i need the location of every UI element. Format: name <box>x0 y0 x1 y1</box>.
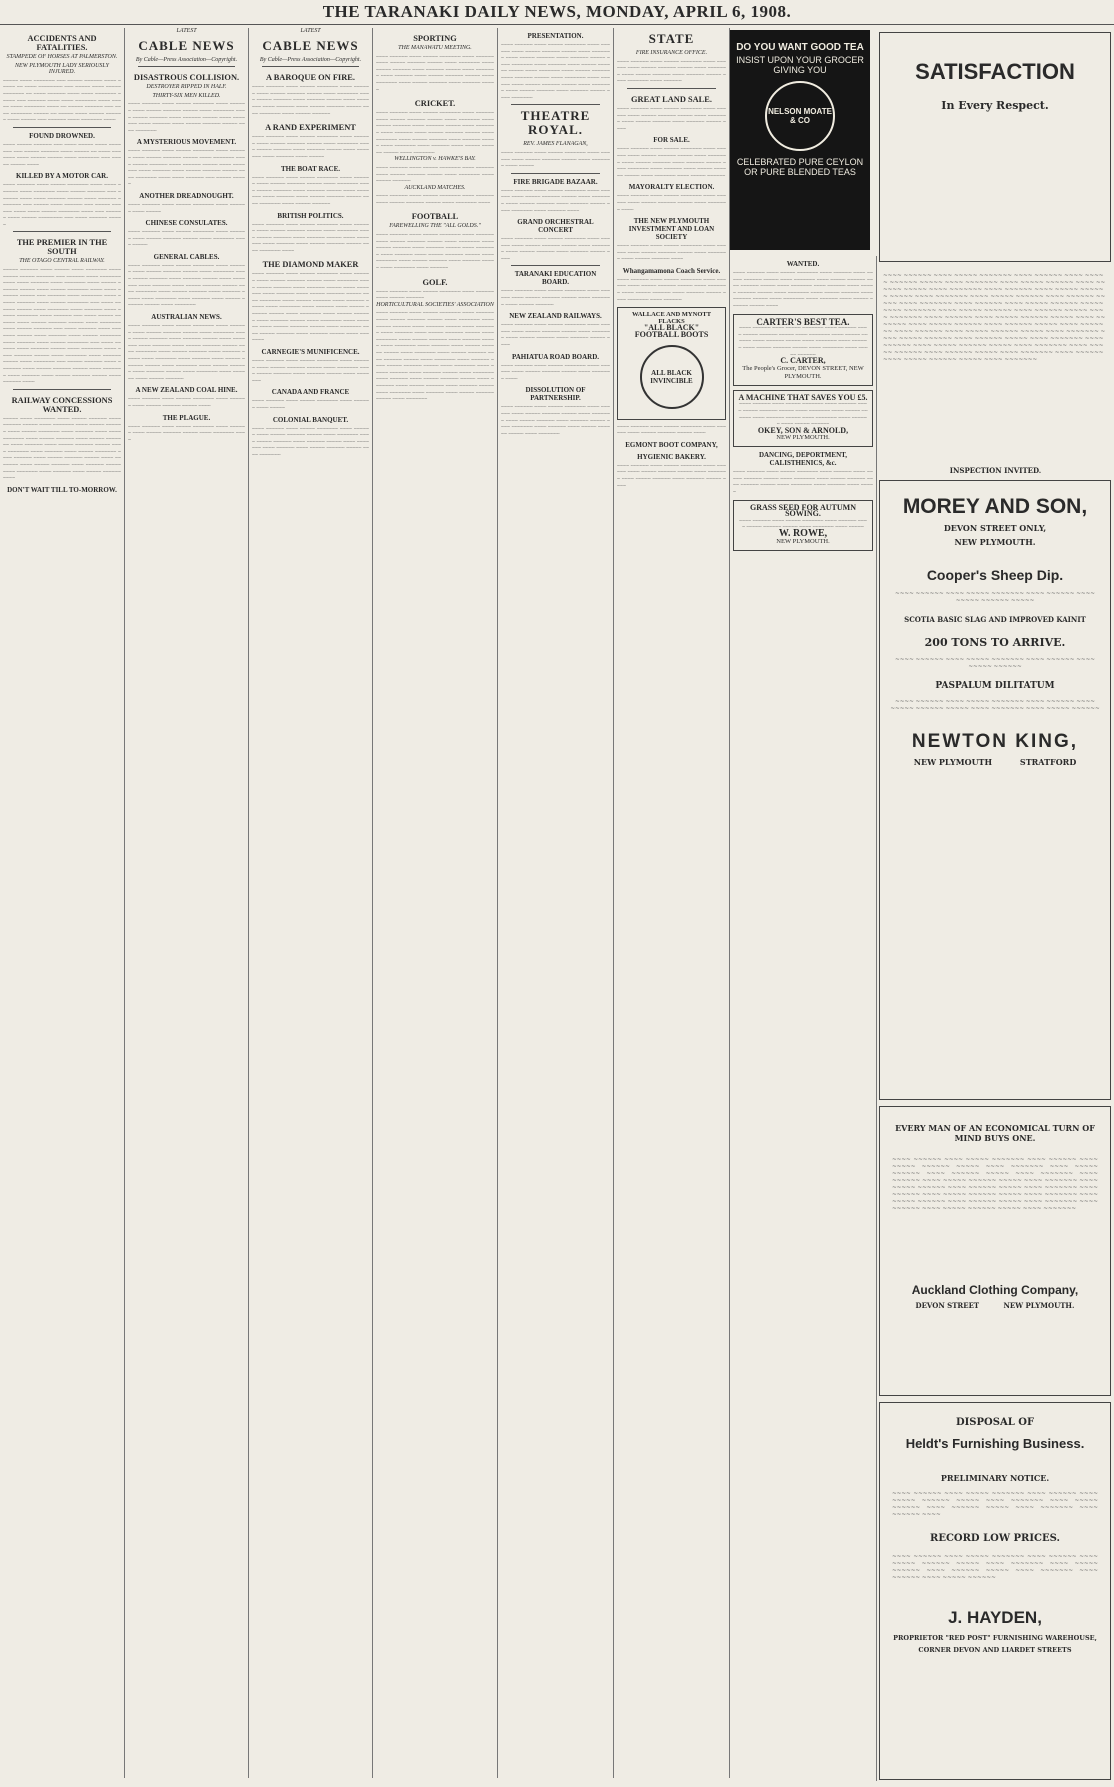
article-body: ~~~~ ~~~~~~ ~~~~ ~~~~~ ~~~~~~~ ~~~~ ~~~~~~ ~~~~ ~~~~~ ~~~~~~ ~~~~~ ~~~~ ~~~~~~~ ~~~~ ~~~~~ ~~~~~~ ~~~~ ~~~~~~ ~~~~~ ~~~~ ~~~~~~~ ~~~~ ~~~~~~ ~~~~ ~~~~~ ~~~~~~ ~~~~~ ~~~~ ~~~~~~~ ~~~~ ~~~~~ ~~~~~~ ~~~~ ~~~~~~ ~~~~~ <box>376 53 494 93</box>
article-body: ~~~~ ~~~~~~ ~~~~ ~~~~~ ~~~~~~~ ~~~~ ~~~~~~ ~~~~ ~~~~~ ~~~~~~ ~~~~~ ~~~~ ~~~~~~~ ~~~~ ~~~~~ ~~~~~~ ~~~~ ~~~~~~ ~~~~~ ~~~~ ~~~~~~~ ~~~~ ~~~~~~ ~~~~ ~~~~~ ~~~~~~ ~~~~~ ~~~~ ~~~~~~~ ~~~~ ~~~~~ ~~~~~~ ~~~~ ~~~~~~ ~~~~~ ~~~~ ~~~~~~~ ~~~~ ~~~~~~ ~~~~ ~~~~~ ~~~~~~ ~~~~~ ~~~~ <box>733 270 873 309</box>
heading-nz-railways: NEW ZEALAND RAILWAYS. <box>509 312 602 321</box>
grass-seed-ad <box>733 500 873 551</box>
credit-line: By Cable—Press Association—Copyright. <box>135 56 238 63</box>
article-body: ~~~~ ~~~~~~ ~~~~ ~~~~~ ~~~~~~~ ~~~~ ~~~~~~ ~~~~ ~~~~~ ~~~~~~ ~~~~~ <box>895 591 1095 604</box>
heading-football: FOOTBALL <box>411 212 459 222</box>
heading-theatre-royal: THEATRE ROYAL. <box>520 108 591 138</box>
masthead: THE TARANAKI DAILY NEWS, MONDAY, APRIL 6, 1908. <box>0 0 1114 25</box>
ad-disposal-of: DISPOSAL OF <box>955 1417 1035 1428</box>
article-body: ~~~~ ~~~~~~ ~~~~ ~~~~~ ~~~~~~~ ~~~~ ~~~~~~ ~~~~ ~~~~~ ~~~~~~ ~~~~~ ~~~~ ~~~~~~~ ~~~~ ~~~~~ ~~~~~~ ~~~~ ~~~~~~ ~~~~~ ~~~~ ~~~~~~~ ~~~~ ~~~~~~ ~~~~ ~~~~~ ~~~~~~ ~~~~~ ~~~~ ~~~~~~~ ~~~~ ~~~~~ ~~~~~~ <box>617 146 726 179</box>
ad-morey-town: NEW PLYMOUTH. <box>954 537 1036 547</box>
article-body: ~~~~ ~~~~~~ ~~~~ ~~~~~ ~~~~~~~ ~~~~ ~~~~~~ ~~~~ ~~~~~ ~~~~~~ ~~~~~ ~~~~ ~~~~~~~ ~~~~ ~~~~~ ~~~~~~ ~~~~ ~~~~~~ ~~~~~ ~~~~ ~~~~~~~ ~~~~ ~~~~~~ ~~~~ ~~~~~ <box>252 134 369 160</box>
article-body: ~~~~ ~~~~~~ ~~~~ ~~~~~ ~~~~~~~ ~~~~ ~~~~~~ ~~~~ ~~~~~ ~~~~~~ ~~~~~ ~~~~ ~~~~~~~ ~~~~ <box>501 362 610 382</box>
heldt-disposal-ad <box>879 1402 1111 1780</box>
heading-road-board: PAHIATUA ROAD BOARD. <box>511 352 600 361</box>
subheading-horticultural: HORTICULTURAL SOCIETIES' ASSOCIATION <box>376 301 494 308</box>
article-body: ~~~~ ~~~~~~ ~~~~ ~~~~~ ~~~~~~~ ~~~~ ~~~~~~ ~~~~ ~~~~~ ~~~~~~ ~~~~~ ~~~~ ~~~~~~~ ~~~~ ~~~~~ ~~~~~~ ~~~~ ~~~~~~ ~~~~~ ~~~~ ~~~~~~~ ~~~~ ~~~~~~ ~~~~ ~~~~~ ~~~~~~ ~~~~~ ~~~~ ~~~~~~~ ~~~~ ~~~~~ ~~~~~~ <box>252 84 369 117</box>
article-body: ~~~~ ~~~~~~ ~~~~ ~~~~~ ~~~~~~~ ~~~~ ~~~~~~ ~~~~ ~~~~~ ~~~~~~ ~~~~~ ~~~~ ~~~~~~~ ~~~~ ~~~~~ ~~~~~~ ~~~~ ~~~~~~ ~~~~~ ~~~~ ~~~~~~~ ~~~~ ~~~~~~ <box>617 276 726 303</box>
ad-hayden-address: CORNER DEVON AND LIARDET STREETS <box>918 1646 1072 1654</box>
ad-okey-town: NEW PLYMOUTH. <box>776 434 830 442</box>
heading-general-cables: GENERAL CABLES. <box>153 252 220 261</box>
heading-colonial-banquet: COLONIAL BANQUET. <box>272 415 349 424</box>
article-body: ~~~~ ~~~~~~ ~~~~ ~~~~~ ~~~~~~~ ~~~~ ~~~~~~ ~~~~ ~~~~~ ~~~~~~ ~~~~~ ~~~~ ~~~~~~~ ~~~~ <box>376 193 494 206</box>
heading-australian-news: AUSTRALIAN NEWS. <box>151 313 222 322</box>
subheading-thirty-six: THIRTY-SIX MEN KILLED. <box>152 92 221 99</box>
subheading-flanagan: REV. JAMES FLANAGAN, <box>523 141 588 148</box>
heading-accidents: ACCIDENTS AND FATALITIES. <box>27 34 97 52</box>
subheading-manawatu: THE MANAWATU MEETING. <box>398 45 472 51</box>
heading-wanted: WANTED. <box>786 260 820 268</box>
article-body: ~~~~ ~~~~~~ ~~~~ ~~~~~ ~~~~~~~ ~~~~ ~~~~~~ ~~~~ ~~~~~ ~~~~~~ ~~~~~ ~~~~ ~~~~~~~ ~~~~ ~~~~~ ~~~~~~ ~~~~ ~~~~~~ ~~~~~ ~~~~ <box>501 322 610 349</box>
ad-okey-son-arnold: OKEY, SON & ARNOLD, <box>757 425 849 435</box>
article-body: ~~~~ ~~~~~~ ~~~~ ~~~~~ ~~~~~~~ ~~~~ ~~~~~~ ~~~~ ~~~~~ ~~~~~~ ~~~~~ ~~~~ ~~~~~~~ ~~~~ ~~~~~ ~~~~~~ ~~~~ ~~~~~~ ~~~~~ ~~~~ ~~~~~~~ ~~~~ ~~~~~~ ~~~~ ~~~~~ ~~~~~~ ~~~~~ ~~~~ ~~~~~~~ ~~~~ ~~~~~ ~~~~~~ ~~~~ ~~~~~~ ~~~~~ ~~~~ ~~~~~~~ ~~~~ ~~~~~~ ~~~~ ~~~~~ ~~~~~~ ~~~~~ ~~~~ ~~~~~~~ ~~~~ ~~~~~ ~~~~~~ ~~~~ ~~~~~~ ~~~~~ ~~~~ ~~~~~~~ ~~~~ ~~~~~~ ~~~~ ~~~~~ ~~~~~~ ~~~~~ ~~~~ ~~~~~~~ ~~~~ ~~~~~ ~~~~~~ ~~~~ ~~~~~~ ~~~~~ ~~~~ ~~~~~~~ ~~~~ ~~~~~~ ~~~~ ~~~~~ ~~~~~~ ~~~~~ ~~~~ ~~~~~~~ ~~~~ ~~~~~ ~~~~~~ ~~~~ ~~~~~~ ~~~~~ ~~~~ ~~~~~~~ ~~~~ ~~~~~~ ~~~~ ~~~~~ ~~~~~~ ~~~~~ ~~~~ ~~~~~~~ <box>376 310 494 403</box>
heading-canada-france: CANADA AND FRANCE <box>271 388 350 397</box>
article-body: ~~~~ ~~~~~~ ~~~~ ~~~~~ ~~~~~~~ ~~~~ ~~~~~~ ~~~~ ~~~~~ ~~~~~~ ~~~~~ ~~~~ ~~~~~~~ ~~~~ ~~~~~ ~~~~~~ ~~~~ ~~~~~~ ~~~~~ ~~~~ ~~~~~~~ ~~~~ ~~~~~~ ~~~~ <box>892 1491 1098 1518</box>
article-body: ~~~~ ~~~~~~ ~~~~ ~~~~~ ~~~~~~~ ~~~~ ~~~~~~ ~~~~ ~~~~~ ~~~~~~ ~~~~~ ~~~~ ~~~~~~~ ~~~~ <box>128 423 245 443</box>
ad-grass-seed: GRASS SEED FOR AUTUMN SOWING. <box>749 502 856 519</box>
heading-for-sale: FOR SALE. <box>653 136 690 145</box>
article-body: ~~~~ ~~~~~~ ~~~~ ~~~~~ ~~~~~~~ ~~~~ ~~~~~~ ~~~~ ~~~~~ ~~~~~~ ~~~~~ ~~~~ ~~~~~~~ ~~~~ ~~~~~ ~~~~~~ ~~~~ ~~~~~~ ~~~~~ ~~~~ ~~~~~~~ ~~~~ ~~~~~~ ~~~~ ~~~~~ ~~~~~~ ~~~~~ ~~~~ ~~~~~~~ ~~~~ ~~~~~ ~~~~~~ <box>252 174 369 207</box>
title-cable-news: CABLE NEWS <box>138 37 235 53</box>
subheading-all-golds: FAREWELLING THE "ALL GOLDS." <box>389 223 481 230</box>
carter-tea-ad <box>733 314 873 386</box>
article-body: ~~~~~ ~~~~ ~~~~~~~ ~~~ ~~~~~ ~~~~~~ ~~~~ ~~~~~ ~~ ~~~~ ~~~~~~~~ ~~~ ~~~~~ ~~~~ ~~~~~ ~~~~~~~ ~~ ~~~~ ~~~~~~ ~~~~ ~~~~ ~~~~~~~ ~~~~~ ~~~ ~~~~~~ ~~~~ ~~~~ ~~~~~~~ ~~~~ ~~~~~ ~~~~ ~~~~~~~ ~~~~ ~~ ~~~~~ ~~~~~~ ~~~ ~~~~ ~~~~~~~ ~~~~~ ~~ ~~~~~ ~~~~ ~~~~~ ~~~~~~ ~~~~ ~~~~~ ~~~ ~~~~~~ ~~~~ ~~~~~~~ ~~~~ <box>3 77 121 124</box>
ad-paspalum: PASPALUM DILITATUM <box>935 681 1055 691</box>
heading-presentation: PRESENTATION. <box>527 32 584 40</box>
subheading-auckland-matches: AUCKLAND MATCHES. <box>404 184 466 191</box>
column-advertisements-1 <box>614 28 730 1778</box>
article-body: ~~~~ ~~~~~~ ~~~~ ~~~~~ ~~~~~~~ ~~~~ ~~~~~~ ~~~~ ~~~~~ ~~~~~~ ~~~~~ ~~~~ ~~~~~~~ ~~~~ ~~~~~ ~~~~~~ ~~~~ ~~~~~~ ~~~~~ ~~~~ ~~~~~~~ ~~~~ ~~~~~~ ~~~~ ~~~~~ ~~~~~~ ~~~~~ ~~~~ ~~~~~~~ ~~~~ ~~~~~ ~~~~~~ ~~~~ ~~~~~~ ~~~~~ ~~~~ ~~~~~~~ ~~~~ ~~~~~~ <box>376 232 494 272</box>
heading-state: STATE <box>648 31 695 46</box>
article-body: ~~~~ ~~~~~~ ~~~~ ~~~~~ ~~~~~~~ ~~~~ ~~~~~~ ~~~~ ~~~~~ ~~~~~~ ~~~~~ ~~~~ <box>128 396 245 409</box>
heading-great-land-sale: GREAT LAND SALE. <box>631 94 712 104</box>
ad-newton-king: NEWTON KING, <box>911 731 1079 752</box>
article-body: ~~~~ ~~~~~~ ~~~~ ~~~~~ ~~~~~~~ ~~~~ ~~~~~~ ~~~~ ~~~~~ ~~~~~~ ~~~~~ ~~~~ ~~~~~~~ ~~~~ ~~~~~ ~~~~~~ ~~~~ ~~~~~~ ~~~~~ ~~~~ ~~~~~~~ ~~~~ ~~~~~~ ~~~~ ~~~~~ ~~~~~~ <box>738 401 868 428</box>
ad-in-every-respect: In Every Respect. <box>941 99 1049 112</box>
heading-killed-by-motor-car: KILLED BY A MOTOR CAR. <box>16 172 108 181</box>
heading-dont-wait: DON'T WAIT TILL TO-MORROW. <box>7 485 117 494</box>
heading-hygienic-bakery: HYGIENIC BAKERY. <box>637 452 706 461</box>
article-body: ~~~~ ~~~~~~ ~~~~ ~~~~~ ~~~~~~~ ~~~~ ~~~~~~ ~~~~ ~~~~~ ~~~~~~ ~~~~~ ~~~~ ~~~~~~~ ~~~~ ~~~~~ <box>128 229 245 249</box>
article-body: ~~~~ ~~~~~~ ~~~~ ~~~~~ ~~~~~~~ ~~~~ ~~~~~~ ~~~~ ~~~~~ ~~~~~~ ~~~~~ ~~~~ ~~~~~~~ ~~~~ ~~~~~ ~~~~~~ ~~~~ ~~~~~~ ~~~~~ ~~~~ ~~~~~~~ ~~~~ ~~~~~~ ~~~~ ~~~~~ ~~~~~~ ~~~~~ ~~~~ ~~~~~~~ ~~~~ ~~~~~ ~~~~~~ ~~~~ ~~~~~~ ~~~~~ ~~~~ ~~~~~~~ ~~~~ ~~~~~~ ~~~~ ~~~~~ ~~~~~~ ~~~~~ ~~~~ ~~~~~~~ <box>128 262 245 309</box>
heading-sporting: SPORTING <box>413 34 457 43</box>
column-cable-news-1 <box>125 28 249 1778</box>
heading-carnegie: CARNEGIE'S MUNIFICENCE. <box>261 348 360 356</box>
ad-auckland-clothing: Auckland Clothing Company, <box>911 1283 1079 1297</box>
tea-tagline: DO YOU WANT GOOD TEA <box>736 42 864 53</box>
heading-education-board: TARANAKI EDUCATION BOARD. <box>514 270 597 287</box>
article-body: ~~~~ ~~~~~~ ~~~~ ~~~~~ ~~~~~~~ ~~~~ ~~~~~~ ~~~~ ~~~~~ ~~~~~~ ~~~~~ ~~~~ ~~~~~~~ ~~~~ ~~~~~ ~~~~~~ ~~~~ ~~~~~~ ~~~~~ ~~~~ ~~~~~~~ <box>252 358 369 384</box>
article-body: ~~~~ ~~~~~~ ~~~~ ~~~~~ ~~~~~~~ ~~~~ ~~~~~~ ~~~~ ~~~~~ ~~~~~~ ~~~~~ ~~~~ ~~~~~~~ ~~~~ ~~~~~ ~~~~~~ ~~~~ ~~~~~~ ~~~~~ ~~~~ ~~~~~~~ ~~~~ ~~~~~~ ~~~~ ~~~~~ ~~~~~~ ~~~~~ ~~~~ ~~~~~~~ <box>252 425 369 458</box>
ad-satisfaction: SATISFACTION <box>915 59 1075 84</box>
ad-scotia-slag: SCOTIA BASIC SLAG AND IMPROVED KAINIT <box>904 615 1086 624</box>
ad-machine-saves: A MACHINE THAT SAVES YOU £5. <box>738 392 868 402</box>
column-cable-news-2 <box>249 28 373 1778</box>
right-advertisement-column <box>877 28 1114 1783</box>
ad-heldts-furnishing: Heldt's Furnishing Business. <box>905 1436 1085 1451</box>
subheading-wellington-hawkes-bay: WELLINGTON v. HAWKE'S BAY. <box>394 156 476 163</box>
ad-morey-and-son: MOREY AND SON, <box>902 495 1088 518</box>
article-body: ~~~~ ~~~~~~ ~~~~ ~~~~~ ~~~~~~~ ~~~~ ~~~~~~ ~~~~ ~~~~~ <box>252 398 369 411</box>
article-body: ~~~~ ~~~~~~ ~~~~ ~~~~~ ~~~~~~~ ~~~~ ~~~~~~ ~~~~ ~~~~~ ~~~~~~ ~~~~~ ~~~~ ~~~~~~~ ~~~~ ~~~~~ ~~~~~~ ~~~~ ~~~~~~ ~~~~~ ~~~~ <box>501 236 610 262</box>
subheading-destroyer: DESTROYER RIPPED IN HALF. <box>146 84 227 91</box>
heading-investment-society: THE NEW PLYMOUTH INVESTMENT AND LOAN SOCIETY <box>628 217 715 242</box>
tea-varieties: CELEBRATED PURE CEYLON OR PURE BLENDED TEAS <box>736 157 864 177</box>
tea-brand-seal-icon: NELSON MOATE & CO <box>765 81 835 151</box>
article-body: ~~~~ ~~~~~~ ~~~~ ~~~~~ ~~~~~~~ ~~~~ ~~~~~~ ~~~~ ~~~~~ ~~~~~~ ~~~~~ ~~~~ ~~~~~~~ ~~~~ ~~~~~ ~~~~~~ ~~~~ ~~~~~~ ~~~~~ ~~~~ ~~~~~~~ ~~~~ ~~~~~~ <box>617 58 726 85</box>
tea-advertisement <box>730 30 870 250</box>
heading-railway-concessions: RAILWAY CONCESSIONS WANTED. <box>11 395 113 414</box>
kicker-latest: LATEST <box>176 28 197 34</box>
column-sporting <box>373 28 498 1778</box>
article-body: ~~~~ ~~~~~~ ~~~~ ~~~~~ ~~~~~~~ ~~~~ ~~~~~~ ~~~~ ~~~~~ ~~~~~~ ~~~~~ ~~~~ ~~~~~~~ ~~~~ ~~~~~ <box>501 149 610 170</box>
ad-j-hayden: J. HAYDEN, <box>948 1608 1042 1627</box>
article-body: ~~~~ ~~~~~~ ~~~~ ~~~~~ ~~~~~~~ ~~~~ ~~~~~~ ~~~~ ~~~~~ ~~~~~~ ~~~~~ ~~~~ ~~~~~~~ ~~~~ ~~~~~ ~~~~~~ ~~~~ ~~~~~~ ~~~~~ ~~~~ ~~~~~~~ ~~~~ ~~~~~~ ~~~~ ~~~~~ ~~~~~~ ~~~~~ ~~~~ ~~~~~~~ <box>501 404 610 437</box>
article-body: ~~~~ ~~~~~~ ~~~~ ~~~~~ ~~~~~~~ ~~~~ ~~~~ ~~~~~~ ~~~~ ~~~~~~~ ~~~~ ~~~~~ ~~~~~~ ~~~ ~~~~~~ ~~~~ ~~~~ ~~~~~~ ~~~~~ ~~~~ ~~~~~~ ~~~~~~~ ~~~ ~~~~~ ~~~~ ~~~~~~ ~~~ ~~~~~ ~~~~~~ ~~~~ ~~~~ ~~~~~ ~~~~~~~ ~~~~ ~~~ ~~~~~~ ~~~~ ~~~~~ ~~~~~~~~ ~~~ ~~~~ ~~~~~~ ~~~~~ <box>3 182 121 228</box>
column-notices <box>498 28 614 1778</box>
article-body: ~~~~ ~~~~~~ ~~~~ ~~~~~ ~~~~~~~ ~~~~ ~~~~~~ ~~~~ ~~~~~ ~~~~~~ ~~~~~ ~~~~ ~~~~~~~ ~~~~ ~~~~~ ~~~~~~ ~~~~ ~~~~~~ ~~~~~ ~~~~ ~~~~~~~ ~~~~ ~~~~~~ ~~~~ ~~~~~ ~~~~~~ ~~~~~ ~~~~ ~~~~~~~ ~~~~ ~~~~~ ~~~~~~ <box>738 325 868 358</box>
ad-carters-tea: CARTER'S BEST TEA. <box>756 316 850 327</box>
column-advertisements-2 <box>730 256 877 1781</box>
article-body: ~~~~ ~~~~~~ ~~~~ ~~~~~ ~~~~~~~ ~~~~ ~~~~~~ ~~~~ ~~~~~ ~~~~~~ <box>895 657 1095 670</box>
heading-coal-mine: A NEW ZEALAND COAL HINE. <box>135 386 238 395</box>
ad-auckland-address: DEVON STREET NEW PLYMOUTH. <box>915 1301 1075 1310</box>
economical-ad <box>879 1106 1111 1396</box>
ad-w-rowe: W. ROWE, <box>778 528 828 540</box>
heading-premier-south: THE PREMIER IN THE SOUTH <box>16 238 108 257</box>
article-body: ~~~~ ~~~~~~ ~~~~ ~~~~~ ~~~~~~~ ~~~~ ~~~~~~ ~~~~ ~~~~~ ~~~~~~ <box>376 288 494 302</box>
article-body: ~~~~ ~~~~~~ ~~~~ ~~~~~ ~~~~~~~ ~~~~ ~~~~~~ ~~~~ ~~~~~ ~~~~~~ ~~~~~ ~~~~ ~~~~~~~ ~~~~ ~~~~~ ~~~~~~ ~~~~ ~~~~~~ ~~~~~ ~~~~ ~~~~~~~ ~~~~ ~~~~~~ ~~~~ ~~~~~ ~~~~~~ ~~~~~ ~~~~ ~~~~~~~ ~~~~ ~~~~~ ~~~~~~ ~~~~ ~~~~~~ ~~~~~ ~~~~ ~~~~~~~ ~~~~ ~~~~~~ ~~~~ ~~~~~ ~~~~~~ ~~~~~ ~~~~ ~~~~~~~ <box>376 110 494 156</box>
ad-record-low-prices: RECORD LOW PRICES. <box>930 1533 1060 1544</box>
heading-coach-service: Whangamamona Coach Service. <box>622 266 721 275</box>
article-body: ~~~~~ ~~~~~~ ~~~~ ~~~~~ ~~~~ ~~~~~~~ ~~~~ ~~~~~ ~~~~~ ~~~~~~ ~~~ ~~~~~~ ~~~~ ~~~~~~~ ~~~~ ~~~~ ~~~~~~ ~~~~ ~~~~~~~ ~~~~ ~~~~~ ~~~~~~ ~~~~~ ~~~~ ~~~~~ ~~~~~~~ ~~~~ ~~~~ ~~~~~~ ~~~~~ ~~~ ~~~~~~ ~~~~ ~~~~~~~ ~~~~ ~~~~~ ~~~~~~ ~~~~ ~~~~~ ~~~~~~~ ~~~ ~~~~ ~~~~~~ ~~~~~ ~~~~ ~~~~~~~ ~~~~ ~~~~~~ ~~~~ ~~~~~ ~~~~~~~ ~~~~ ~~~~~~ ~~~ ~~~~ ~~~~~ ~~~~~~ ~~~~ ~~~~~ ~~~~~~ ~~~~~ ~~~~ ~~~~~~~ ~~~~ ~~~~~ ~~~~~~ ~~~ ~~~~ ~~~~~~ ~~~~ ~~~~~~~ ~~~~~ ~~~~ ~~~~~~ ~~~~ ~~~~~ ~~~~~~~ ~~~~ ~~~~~~ ~~~~ ~~~~~ ~~~~~~~ ~~~ ~~~~ ~~~~~~ ~~~~ ~~~~~~ ~~~~~ ~~~~ ~~~~~~~ ~~~~ ~~~~ ~~~~~~ ~~~~~ ~~~~ ~~~~~~~ ~~~~ ~~~~~~ ~~~~~ ~~~~ ~~~~~~~ ~~~ ~~~~~ ~~~~~~ ~~~~ ~~~~~~~ ~~~~ ~~~~~ ~~~~~~ ~~~~~ ~~~~ ~~~~~~~ ~~~~ ~~~~~~ ~~~~ ~~~~~ ~~~~~~ ~~~~~ ~~~~ ~~~~~~ ~~~~ <box>3 267 121 386</box>
heading-diamond-maker: THE DIAMOND MAKER <box>262 260 359 270</box>
heading-dissolution: DISSOLUTION OF PARTNERSHIP. <box>525 386 586 403</box>
article-body: ~~~~ ~~~~~~ ~~~~ ~~~~~ ~~~~~~~ ~~~~ ~~~~~~ ~~~~ ~~~~~ ~~~~~~ ~~~~~ ~~~~ ~~~~~~~ ~~~~ ~~~~~ ~~~~~~ ~~~~ ~~~~~~ ~~~~~ ~~~~ ~~~~~~~ ~~~~ ~~~~~~ ~~~~ ~~~~~ ~~~~~~ ~~~~~ ~~~~ ~~~~~~~ ~~~~ ~~~~~ ~~~~~~ ~~~~ ~~~~~~ ~~~~~ ~~~~ ~~~~~~~ ~~~~ ~~~~~~ ~~~~ ~~~~~ ~~~~~~ ~~~~~ ~~~~ ~~~~~~~ ~~~~ ~~~~~ ~~~~~~ ~~~~ ~~~~~~ ~~~~~ ~~~~ ~~~~~~~ ~~~~ ~~~~~~ ~~~~ ~~~~~ ~~~~~~ <box>128 323 245 382</box>
article-body: ~~~~ ~~~~~~ ~~~~ ~~~~~ ~~~~~~~ ~~~~ ~~~~~~ ~~~~ ~~~~~ ~~~~~~ ~~~~~ ~~~~ ~~~~~~~ ~~~~ ~~~~~ ~~~~~~ ~~~~ ~~~~~~ ~~~~~ ~~~~ <box>617 105 726 132</box>
article-body: ~~~~ ~~~~~~ ~~~~ ~~~~~ ~~~~~~~ ~~~~ ~~~~~~ ~~~~ ~~~~~ ~~~~~~ ~~~~~ ~~~~ ~~~~~~~ ~~~~ ~~~~~ ~~~~~~ ~~~~ ~~~~~~ ~~~~~ ~~~~ ~~~~~~~ ~~~~ ~~~~~~ ~~~~ ~~~~~ ~~~~~~ ~~~~~ ~~~~ ~~~~~~~ ~~~~ ~~~~~ ~~~~~~ ~~~~ ~~~~~~ ~~~~~ ~~~~ ~~~~~~~ ~~~~ ~~~~~~ ~~~~ ~~~~~ ~~~~~~ ~~~~~ ~~~~ ~~~~~~~ ~~~~ ~~~~~ ~~~~~~ ~~~~ ~~~~~~ ~~~~~ ~~~~ ~~~~~~~ ~~~~ ~~~~~~ ~~~~ ~~~~~ ~~~~~~ ~~~~~ ~~~~ ~~~~~~~ <box>892 1157 1098 1212</box>
article-body: ~~~~ ~~~~~~ ~~~~ ~~~~~ ~~~~~~~ ~~~~ ~~~~~~ ~~~~ ~~~~~ ~~~~~~ ~~~~~ ~~~~ ~~~~~~~ ~~~~ ~~~~~ ~~~~~~ ~~~~ ~~~~~~ ~~~~~ ~~~~ ~~~~~~~ ~~~~ ~~~~~~ ~~~~ ~~~~~ ~~~~~~ ~~~~~ ~~~~ ~~~~~~~ ~~~~ ~~~~~ ~~~~~~ ~~~~ ~~~~~~ ~~~~~ ~~~~ ~~~~~~~ ~~~~ ~~~~~~ ~~~~ ~~~~~ ~~~~~~ ~~~~~ ~~~~ ~~~~~~~ ~~~~ ~~~~~ ~~~~~~ ~~~~ ~~~~~~ ~~~~~ ~~~~ ~~~~~~~ ~~~~ ~~~~~~ ~~~~ ~~~~~ ~~~~~~ ~~~~~ ~~~~ ~~~~~~~ ~~~~ ~~~~~ ~~~~~~ ~~~~ ~~~~~~ ~~~~~ ~~~~ ~~~~~~~ <box>252 271 369 344</box>
kicker-latest: LATEST <box>300 28 321 34</box>
heading-mysterious-movement: A MYSTERIOUS MOVEMENT. <box>136 138 237 147</box>
article-body: ~~~~ ~~~~~~ ~~~~ ~~~~~ ~~~~~~~ ~~~~ ~~~~~~ ~~~~ ~~~~~ ~~~~~~ ~~~~~ ~~~~ ~~~~~~~ ~~~~ ~~~~~ ~~~~~~ <box>890 699 1100 712</box>
article-body: ~~~~ ~~~~~~ ~~~~ ~~~~~ ~~~~~~~ ~~~~ ~~~~~~ ~~~~ ~~~~~ ~~~~~~ ~~~~~ ~~~~ ~~~~~~~ ~~~~ ~~~~~ ~~~~~~ ~~~~ ~~~~~~ ~~~~~ ~~~~ ~~~~~~~ ~~~~ ~~~~~~ ~~~~ ~~~~~ ~~~~~~ ~~~~~ ~~~~ ~~~~~~~ ~~~~ ~~~~ ~~~~~~ ~~~ ~~~~~ ~~~~~ <box>128 148 245 188</box>
subheading-stampede: STAMPEDE OF HORSES AT PALMERSTON. <box>6 54 118 60</box>
ad-wallace-mynott: WALLACE AND MYNOTT FLACKS <box>631 311 712 325</box>
ad-hayden-proprietor: PROPRIETOR "RED POST" FURNISHING WAREHOUSE, <box>893 1634 1097 1642</box>
satisfaction-ad <box>879 32 1111 262</box>
ad-all-black-boots: "ALL BLACK" FOOTBALL BOOTS <box>634 323 709 340</box>
ad-rowe-town: NEW PLYMOUTH. <box>776 537 830 545</box>
article-body: ~~~~~ ~~~~ ~~~~~~~ ~~~~ ~~~~~ ~~~~~~ ~~~~ ~~~~~~ ~~~~~ ~~~~ ~~~~~~~ ~~~~ ~~~~~ ~~~~~~ ~~~~ ~~~~~ ~~~~~~~ ~~~~ ~~~~~~ ~~~~ ~~~~ ~~~~~~~ ~~~~ ~~~~~ ~~~~~~ ~~~~ ~~~~~ ~~~~~~~ ~~~~ ~~~~~~ ~~~~ ~~~~~ ~~~~~~ ~~~~~ ~~~~ ~~~~~~~ ~~~~ ~~~~~~ ~~~~ ~~~~~ ~~~~~~~ ~~~~ ~~~~~~ ~~~~ ~~~~~ ~~~~~~ ~~~~~ ~~~~ ~~~~~~~ ~~~~ ~~~~~ ~~~~~~ ~~~~ ~~~~~~ ~~~~~ ~~~~ ~~~~~~~ ~~~~ ~~~~~~ ~~~~ ~~~~~ ~~~~~~ ~~~~ <box>3 415 121 482</box>
ad-morey-address: DEVON STREET ONLY, <box>943 523 1047 533</box>
article-body: ~~~~ ~~~~~~ ~~~~ ~~~~~ ~~~~~~~ ~~~~ ~~~~~~ ~~~~ ~~~~~ ~~~~~~ ~~~~~ ~~~~ ~~~~~~~ ~~~~ ~~~~~ ~~~~~~ ~~~~ <box>617 243 726 263</box>
heading-cricket: CRICKET. <box>414 99 456 109</box>
all-black-seal-icon: ALL BLACK INVINCIBLE <box>640 345 704 409</box>
article-body: ~~~~ ~~~~~~ ~~~~ ~~~~~ ~~~~~~~ ~~~~ ~~~~~~ ~~~~ ~~~~~ ~~~~~~ ~~~~~ ~~~~ <box>617 423 726 437</box>
article-body: ~~~~ ~~~~~~ ~~~~ ~~~~~ ~~~~~~~ ~~~~ ~~~~~~ ~~~~ ~~~~~ ~~~~~~ ~~~~~ ~~~~ ~~~~~~~ ~~~~ ~~~~~ ~~~~~~ ~~~~ ~~~~~~ ~~~~~ ~~~~ <box>617 462 726 489</box>
heading-dancing: DANCING, DEPORTMENT, CALISTHENICS, &c. <box>758 451 848 468</box>
machine-ad <box>733 390 873 448</box>
heading-plague: THE PLAGUE. <box>162 413 211 422</box>
ad-coopers-sheep-dip: Cooper's Sheep Dip. <box>926 567 1064 583</box>
subheading-lady-injured: NEW PLYMOUTH LADY SERIOUSLY INJURED. <box>15 62 109 76</box>
article-body: ~~~~ ~~~~~~ ~~~~ ~~~~~ ~~~~~~~ ~~~~ ~~~~~~ ~~~~ ~~~~~ ~~~~~~ ~~~~~ ~~~~ ~~~~~~~ ~~~~ ~~~~~ ~~~~~~ ~~~~ ~~~~~~ ~~~~~ ~~~~ ~~~~~~~ ~~~~ ~~~~~~ ~~~~ ~~~~~ ~~~~~~ ~~~~~ ~~~~ ~~~~~~~ ~~~~ <box>252 221 369 254</box>
heading-barque-on-fire: A BAROQUE ON FIRE. <box>266 73 355 83</box>
heading-egmont-boot: EGMONT BOOT COMPANY, <box>625 440 718 449</box>
ad-carter-address: The People's Grocer, DEVON STREET, NEW PLYMOUTH. <box>742 364 864 380</box>
heading-mayoralty: MAYORALTY ELECTION. <box>628 183 715 192</box>
heading-orchestral-concert: GRAND ORCHESTRAL CONCERT <box>517 218 594 235</box>
heading-another-dreadnought: ANOTHER DREADNOUGHT. <box>139 191 234 200</box>
ad-200-tons: 200 TONS TO ARRIVE. <box>924 636 1066 649</box>
article-body: ~~~~ ~~~~~~ ~~~~ ~~~~~ ~~~~~~~ ~~~~ ~~~~~~ ~~~~ ~~~~~ <box>128 201 245 215</box>
subheading-otago-railway: THE OTAGO CENTRAL RAILWAY. <box>19 258 105 265</box>
winter-show-body: ~~~~ ~~~~~~ ~~~~ ~~~~~ ~~~~~~~ ~~~~ ~~~~~~ ~~~~ ~~~~~ ~~~~~~ ~~~~~ ~~~~ ~~~~~~~ ~~~~ ~~~~~ ~~~~~~ ~~~~ ~~~~~~ ~~~~~ ~~~~ ~~~~~~~ ~~~~ ~~~~~~ ~~~~ ~~~~~ ~~~~~~ ~~~~~ ~~~~ ~~~~~~~ ~~~~ ~~~~~ ~~~~~~ ~~~~ ~~~~~~ ~~~~~ ~~~~ ~~~~~~~ ~~~~ ~~~~~~ ~~~~ ~~~~~ ~~~~~~ ~~~~~ ~~~~ ~~~~~~~ ~~~~ ~~~~~ ~~~~~~ ~~~~ ~~~~~~ ~~~~~ ~~~~ ~~~~~~~ ~~~~ ~~~~~~ ~~~~ ~~~~~ ~~~~~~ ~~~~~ ~~~~ ~~~~~~~ ~~~~ ~~~~~ ~~~~~~ ~~~~ ~~~~~~ ~~~~~ ~~~~ ~~~~~~~ ~~~~ ~~~~~~ ~~~~ ~~~~~ ~~~~~~ ~~~~~ ~~~~ ~~~~~~~ ~~~~ ~~~~~ ~~~~~~ ~~~~ ~~~~~~ ~~~~~ ~~~~ ~~~~~~~ ~~~~ ~~~~~~ ~~~~ ~~~~~ ~~~~~~ ~~~~~ ~~~~ ~~~~~~~ ~~~~ ~~~~~ ~~~~~~ ~~~~ ~~~~~~ ~~~~~ ~~~~ ~~~~~~~ ~~~~ ~~~~~~ ~~~~ ~~~~~ ~~~~~~ ~~~~~ ~~~~ ~~~~~~~ <box>883 273 1106 363</box>
article-body: ~~~~ ~~~~~ ~~~~~~ ~~~ ~~~~ ~~~~~ ~~~~ ~~~~~~~ ~~~ ~~~~~ ~~~~~~ ~~~~ ~~~~~ ~~ ~~~~ ~~~~~~~ ~~~~ ~~~~~ ~~~~~ ~~~~ ~~~~~~~ ~~~ ~~~~~ ~~~~~ ~~~~ <box>3 141 121 168</box>
heading-golf: GOLF. <box>422 277 448 287</box>
article-body: ~~~~ ~~~~~~ ~~~~ ~~~~~ ~~~~~~~ ~~~~ ~~~~~~ ~~~~ ~~~~~ ~~~~~~ ~~~~~ ~~~~ ~~~~~~~ ~~~~ ~~~~~ <box>739 517 867 531</box>
heading-fire-brigade-bazaar: FIRE BRIGADE BAZAAR. <box>513 177 598 186</box>
subheading-fire-insurance: FIRE INSURANCE OFFICE. <box>635 50 708 56</box>
ad-c-carter: C. CARTER, <box>780 356 826 366</box>
article-body: ~~~~ ~~~~~~ ~~~~ ~~~~~ ~~~~~~~ ~~~~ ~~~~~~ ~~~~ ~~~~~ ~~~~~~ ~~~~~ ~~~~ ~~~~~~~ ~~~~ ~~~~~ ~~~~~~ ~~~~ ~~~~~~ ~~~~~ ~~~~ ~~~~~~~ ~~~~ ~~~~~~ ~~~~ <box>501 187 610 214</box>
heading-disastrous-collision: DISASTROUS COLLISION. <box>133 73 240 83</box>
article-body: ~~~~ ~~~~~~ ~~~~ ~~~~~ ~~~~~~~ ~~~~ ~~~~~~ ~~~~ ~~~~~ ~~~~~~ ~~~~~ ~~~~ ~~~~~~~ ~~~~ <box>617 193 726 213</box>
heading-chinese-consulates: CHINESE CONSULATES. <box>145 219 228 228</box>
article-body: ~~~~ ~~~~~~ ~~~~ ~~~~~ ~~~~~~~ ~~~~ ~~~~~~ ~~~~ ~~~~~ ~~~~~~ ~~~~~ ~~~~ ~~~~~~~ ~~~~ ~~~~~ ~~~~~~ ~~~~ ~~~~~~ ~~~~~ ~~~~ ~~~~~~~ ~~~~ ~~~~~~ ~~~~ ~~~~~ <box>733 469 873 496</box>
heading-rand-experiment: A RAND EXPERIMENT <box>265 123 356 133</box>
article-body: ~~~~ ~~~~~~ ~~~~ ~~~~~ ~~~~~~~ ~~~~ ~~~~~~ ~~~~ ~~~~~ ~~~~~~ ~~~~~ ~~~~ ~~~~~~~ ~~~~ ~~~~~ ~~~~~~ ~~~~ ~~~~~~ ~~~~~ ~~~~ ~~~~~~~ ~~~~ ~~~~~~ ~~~~ ~~~~~ ~~~~~~ ~~~~~ ~~~~ ~~~~~~~ ~~~~ ~~~~~ ~~~~~~ ~~~~ ~~~~~~ ~~~~~ ~~~~ ~~~~~~~ ~~~~ ~~~~~~ ~~~~ ~~~~~ ~~~~~~ ~~~~~ ~~~~ ~~~~~~~ ~~~~ ~~~~~ ~~~~~~ ~~~~ ~~~~~~ ~~~~~ ~~~~ ~~~~~~~ <box>501 42 610 101</box>
ad-inspection-invited: INSPECTION INVITED. <box>949 466 1042 475</box>
ad-newton-towns: NEW PLYMOUTH STRATFORD <box>913 757 1077 767</box>
title-cable-news: CABLE NEWS <box>262 37 359 53</box>
article-body: ~~~~ ~~~~~~ ~~~~ ~~~~~ ~~~~~~~ ~~~~ ~~~~~~ ~~~~ ~~~~~ ~~~~~~ ~~~~~ ~~~~ ~~~~~~~ ~~~~ ~~~~~ ~~~~~~ <box>376 164 494 185</box>
credit-line: By Cable—Press Association—Copyright. <box>259 56 362 63</box>
heading-found-drowned: FOUND DROWNED. <box>29 131 95 140</box>
ad-preliminary-notice: PRELIMINARY NOTICE. <box>940 1473 1050 1483</box>
ad-every-man: EVERY MAN OF AN ECONOMICAL TURN OF MIND BUYS ONE. <box>895 1123 1095 1143</box>
article-body: ~~~~ ~~~~~~ ~~~~ ~~~~~ ~~~~~~~ ~~~~ ~~~~~~ ~~~~ ~~~~~ ~~~~~~ ~~~~~ ~~~~ ~~~~~~~ ~~~~ ~~~~~ ~~~~~~ <box>501 288 610 308</box>
column-accidents <box>0 28 125 1778</box>
tea-insist: INSIST UPON YOUR GROCER GIVING YOU <box>736 55 864 75</box>
article-body: ~~~~ ~~~~~~ ~~~~ ~~~~~ ~~~~~~~ ~~~~ ~~~~~~ ~~~~ ~~~~~ ~~~~~~ ~~~~~ ~~~~ ~~~~~~~ ~~~~ ~~~~~ ~~~~~~ ~~~~ ~~~~~~ ~~~~~ ~~~~ ~~~~~~~ ~~~~ ~~~~~~ ~~~~ ~~~~~ ~~~~~~ <box>892 1554 1098 1581</box>
heading-british-politics: BRITISH POLITICS. <box>277 211 344 220</box>
morey-son-ad <box>879 480 1111 1100</box>
article-body: ~~~~ ~~~~~~ ~~~~ ~~~~~ ~~~~~~~ ~~~~ ~~~~~~ ~~~~ ~~~~~ ~~~~~~ ~~~~~ ~~~~ ~~~~~~~ ~~~~ ~~~~~ ~~~~~~ ~~~~ ~~~~~~ ~~~~~ ~~~~ ~~~~~~~ ~~~~ ~~~~~~ ~~~~ ~~~~~ ~~~~~~ ~~~~~ ~~~~ ~~~~~~~ <box>128 101 245 134</box>
heading-boat-race: THE BOAT RACE. <box>280 164 341 173</box>
football-boots-ad <box>617 307 726 419</box>
